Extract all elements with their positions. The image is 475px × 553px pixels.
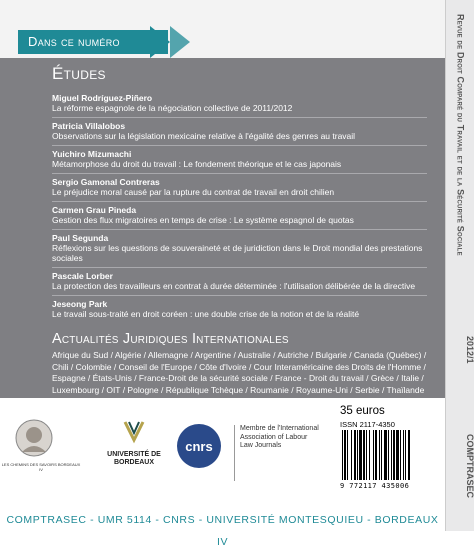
barcode-bar <box>342 430 343 480</box>
international-heading: Actualités Juridiques Internationales <box>52 331 289 347</box>
bordeaux-logo <box>104 420 164 467</box>
chevron-icon <box>170 26 190 58</box>
etude-title: Le travail sous-traité en droit coréen : une double crise de la notion et de la réalité <box>52 309 360 319</box>
barcode-number: 9 772117 435006 <box>340 482 410 490</box>
barcode-bar <box>351 430 352 480</box>
price: 35 euros <box>340 405 385 417</box>
etude-entry <box>52 229 427 267</box>
etude-title: La protection des travailleurs en contrat à durée déterminée : l'utilisation délibérée de la directive <box>52 281 416 291</box>
barcode-bar <box>359 430 362 480</box>
etude-title: Réflexions sur les questions de souveraineté et de juridiction dans le Droit mondial des prestations sociales <box>52 243 423 263</box>
barcode-bar <box>405 430 406 480</box>
barcode-bar <box>379 430 380 480</box>
etude-author: Carmen Grau Pineda <box>52 205 137 215</box>
association-text: Membre de l'International Association of Labour Law Journals <box>240 425 319 449</box>
barcode-bar <box>347 430 348 480</box>
divider <box>234 425 235 481</box>
etude-entry <box>52 173 427 201</box>
spine-issue: 2012/1 <box>465 336 475 364</box>
etude-author: Paul Segunda <box>52 233 109 243</box>
cnrs-text: cnrs <box>185 439 213 454</box>
etudes-list <box>52 90 427 323</box>
footer: COMPTRASEC - UMR 5114 - CNRS - UNIVERSITÉ MONTESQUIEU - BORDEAUX IV <box>6 514 439 548</box>
barcode-bar <box>366 430 367 480</box>
bordeaux-mark-icon <box>123 420 145 442</box>
barcode-icon <box>340 430 436 482</box>
etude-title: Métamorphose du droit du travail : Le fondement théorique et le cas japonais <box>52 159 342 169</box>
etude-author: Pascale Lorber <box>52 271 113 281</box>
barcode-bar <box>373 430 374 480</box>
etude-entry <box>52 201 427 229</box>
etude-entry <box>52 145 427 173</box>
etude-author: Jeseong Park <box>52 299 108 309</box>
cnrs-logo-icon <box>175 422 223 470</box>
etude-entry <box>52 267 427 295</box>
barcode-bar <box>344 430 346 480</box>
etude-author: Patricia Villalobos <box>52 121 126 131</box>
etude-title: Observations sur la législation mexicaine relative à l'égalité des genres au travail <box>52 131 356 141</box>
barcode-bar <box>363 430 365 480</box>
contents-inner <box>52 64 427 408</box>
spine <box>445 0 474 531</box>
spine-brand: COMPTRASEC <box>465 433 475 498</box>
etude-entry <box>52 295 427 323</box>
barcode-bar <box>369 430 370 480</box>
issn: ISSN 2117-4350 <box>340 420 395 429</box>
barcode-bar <box>388 430 389 480</box>
international-countries: Afrique du Sud / Algérie / Allemagne / Argentine / Australie / Autriche / Bulgarie / Canada (Québec) / Chili / Colombie / Conseil de l'Europe / Côte d'Ivoire / Cour Interaméricaine des Droits de l'Homme / Espagne / États-Unis / France-Droit de la sécurité sociale / France - Droit du travail / Grèce / Italie / Luxembourg / OIT / Pologne / République Tchèque / Roumanie / Royaume-Uni / Serbie / Thaïlande / Turquie / Union Européenne - Droit de la sécurité sociale / Union Européenne - Droit du travail <box>52 350 427 406</box>
medallion-logo-icon <box>14 418 54 458</box>
header-band <box>0 0 445 58</box>
barcode-bar <box>403 430 404 480</box>
barcode-bar <box>408 430 410 480</box>
bordeaux-name: UNIVERSITÉ DE BORDEAUX <box>107 451 161 466</box>
etude-entry <box>52 117 427 145</box>
barcode-bar <box>384 430 387 480</box>
contents-panel <box>0 58 445 406</box>
barcode-bar <box>400 430 401 480</box>
etude-title: La réforme espagnole de la négociation collective de 2011/2012 <box>52 103 293 113</box>
etude-author: Miguel Rodríguez-Piñero <box>52 93 153 103</box>
etude-title: Gestion des flux migratoires en temps de crise : Le système espagnol de quotas <box>52 215 354 225</box>
left-logo-caption: LES CHEMINS DES SAVOIRS BORDEAUX IV <box>1 462 81 472</box>
chevron-icon <box>150 26 170 58</box>
section-label: Dans ce numéro <box>18 30 168 54</box>
barcode-bar <box>393 430 395 480</box>
spine-title: Revue de Droit Comparé du Travail et de la Sécurité Sociale <box>455 14 466 256</box>
barcode-bar <box>375 430 377 480</box>
etude-author: Yuichiro Mizumachi <box>52 149 132 159</box>
etudes-heading: Études <box>52 64 106 83</box>
barcode-bar <box>381 430 382 480</box>
etude-entry <box>52 90 427 117</box>
barcode-bar <box>354 430 356 480</box>
barcode-bar <box>396 430 399 480</box>
barcode-bar <box>357 430 358 480</box>
etude-author: Sergio Gamonal Contreras <box>52 177 160 187</box>
barcode-bar <box>391 430 392 480</box>
etude-title: Le préjudice moral causé par la rupture du contrat de travail en droit chilien <box>52 187 335 197</box>
